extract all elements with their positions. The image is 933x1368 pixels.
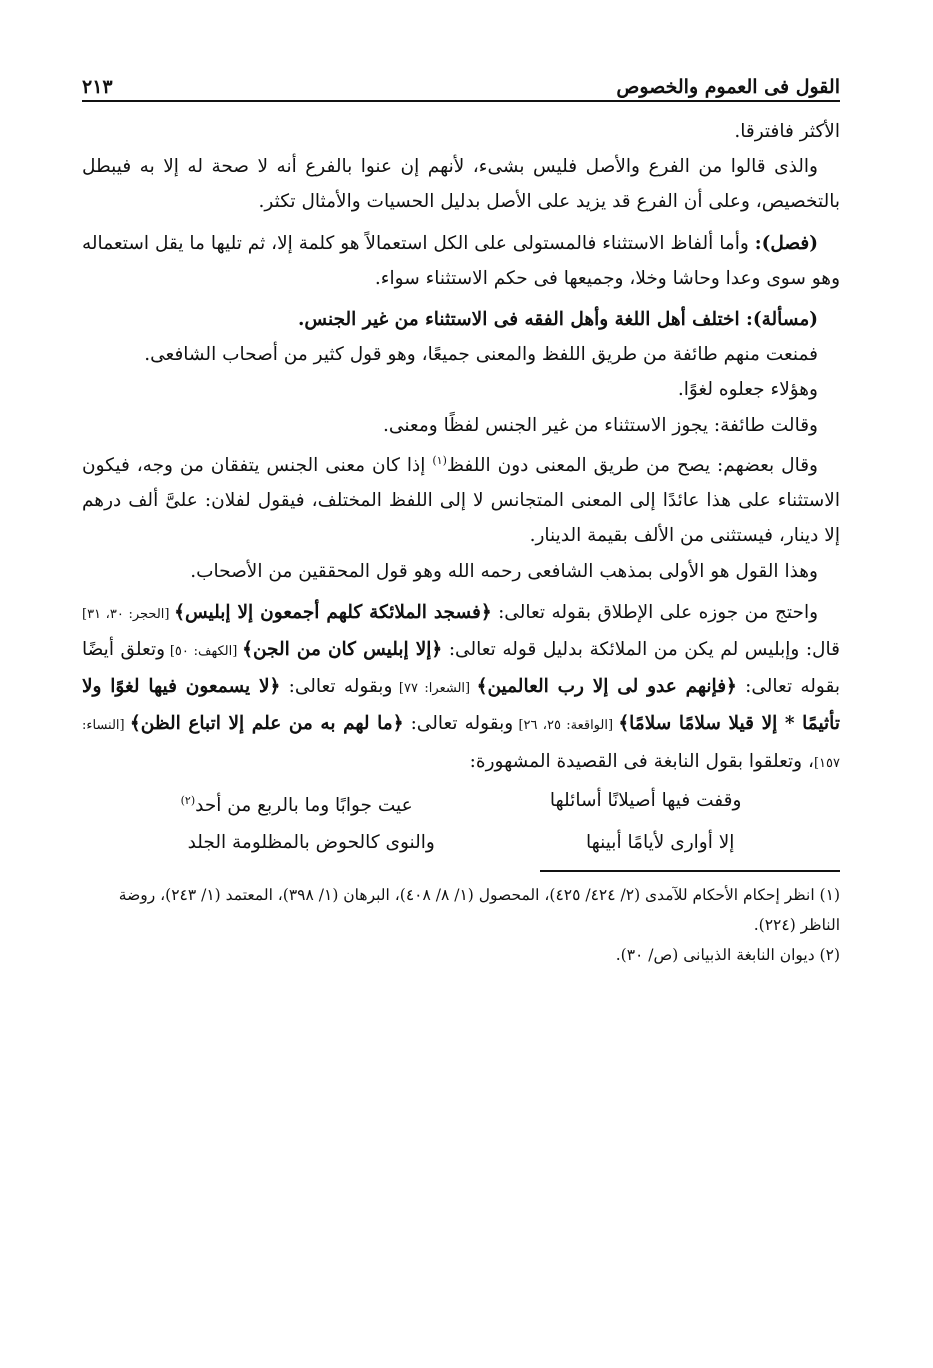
quran-verse: ﴿فسجد الملائكة كلهم أجمعون إلا إبليس﴾ (174, 601, 492, 623)
paragraph: الأكثر فافترقا. (734, 121, 840, 142)
verse-reference: [الواقعة: ٢٥، ٢٦] (513, 718, 619, 734)
paragraph-text: ، وتعلقوا بقول النابغة فى القصيدة المشهورة: (469, 750, 814, 772)
question-heading: (مسألة): اختلف أهل اللغة وأهل الفقه فى الاستثناء من غير الجنس. (297, 309, 818, 331)
paragraph: وقالت طائفة: يجوز الاستثناء من غير الجنس لفظًا ومعنى. (383, 414, 818, 436)
paragraph-text: وأما ألفاظ الاستثناء فالمستولى على الكل استعمالاً هو كلمة إلا، ثم تليها ما يقل استعماله وهو سوى وعدا وحاشا وخلا، وجميعها فى حكم الاستثناء سواء. (82, 232, 840, 289)
section-label: (فصل): (754, 232, 818, 254)
paragraph-text: وقال بعضهم: يصح من طريق المعنى دون اللفظ (446, 454, 818, 476)
paragraph-text: وبقوله تعالى: (280, 676, 393, 698)
hemistich-text: عيت جوابًا وما بالربع من أحد (195, 794, 413, 816)
header-rule (82, 100, 840, 102)
hemistich: إلا أوارى لأيامًا أبينها (585, 831, 735, 853)
verse-reference: [الشعرا: ٧٧] (392, 681, 477, 697)
paragraph-text: واحتج من جوزه على الإطلاق بقوله تعالى: (491, 601, 819, 623)
verse-reference: [الكهف: ٥٠] (165, 644, 243, 659)
paragraph-text: وبقوله تعالى: (403, 713, 514, 735)
page-number: ٢١٣ (82, 76, 113, 98)
quran-verse: ﴿لا يسمعون فيها لغوًا ولا تأثيمًا * إلا قيلا سلامًا سلامًا﴾ (82, 676, 840, 735)
paragraph: وهؤلاء جعلوه لغوًا. (677, 379, 818, 401)
footnote: (١) انظر إحكام الأحكام للآمدى (٢/ ٤٢٤/ ٤٢٥)، المحصول (١/ ٨/ ٤٠٨)، البرهان (١/ ٣٩٨)، المعتمد (١/ ٢٤٣)، روضة الناظر (٢٢٤). (118, 885, 840, 934)
main-text (82, 114, 840, 781)
hemistich (181, 783, 413, 823)
paragraph-text: وتعلق أيضًا بقوله تعالى: (82, 639, 840, 698)
page (82, 58, 840, 970)
paragraph: والذى قالوا من الفرع والأصل فليس بشىء، لأنهم إن عنوا بالفرع أنه لا صحة له إلا به فيبطل بالتخصيص، وعلى أن الفرع قد يزيد على الأصل بدليل الحسيات والأمثال تكثر. (82, 156, 840, 213)
paragraph: وهذا القول هو الأولى بمذهب الشافعى رحمه الله وهو قول المحققين من الأصحاب. (190, 560, 818, 582)
footnote-marker: (١) (432, 453, 447, 467)
hemistich: وقفت فيها أصيلانًا أسائلها (549, 789, 742, 811)
footnote-marker: (٢) (180, 793, 196, 807)
poem-line (82, 825, 840, 860)
footnote-rule (540, 870, 840, 872)
paragraph-text: إذا كان معنى الجنس يتفقان من وجه، فيكون الاستثناء على هذا عائدًا إلى المعنى المتجانس لا إلى اللفظ المختلف، فيقول لفلان: علىَّ ألف درهم إلا دينار، فيستثنى من الألف بقيمة الدينار. (82, 454, 840, 547)
footnotes (82, 880, 840, 970)
paragraph (82, 226, 840, 296)
running-title: القول فى العموم والخصوص (616, 76, 840, 98)
page-header (82, 58, 840, 98)
paragraph (82, 595, 840, 781)
poem-line (82, 783, 840, 823)
verse-reference: [النساء: ١٥٧] (82, 718, 840, 771)
hemistich: والنوى كالحوض بالمظلومة الجلد (187, 831, 435, 853)
verse-reference: [الحجر: ٣٠، ٣١] (82, 606, 175, 622)
paragraph (82, 443, 840, 554)
paragraph-text: قال: وإبليس لم يكن من الملائكة بدليل قوله تعالى: (442, 639, 840, 660)
quran-verse: ﴿فإنهم عدو لى إلا رب العالمين﴾ (476, 676, 737, 698)
footnote: (٢) ديوان النابغة الذبيانى (ص/ ٣٠). (615, 945, 840, 964)
quran-verse: ﴿إلا إبليس كان من الجن﴾ (242, 639, 443, 660)
quran-verse: ﴿ما لهم به من علم إلا اتباع الظن﴾ (129, 713, 404, 735)
paragraph: فمنعت منهم طائفة من طريق اللفظ والمعنى جميعًا، وهو قول كثير من أصحاب الشافعى. (144, 344, 818, 366)
